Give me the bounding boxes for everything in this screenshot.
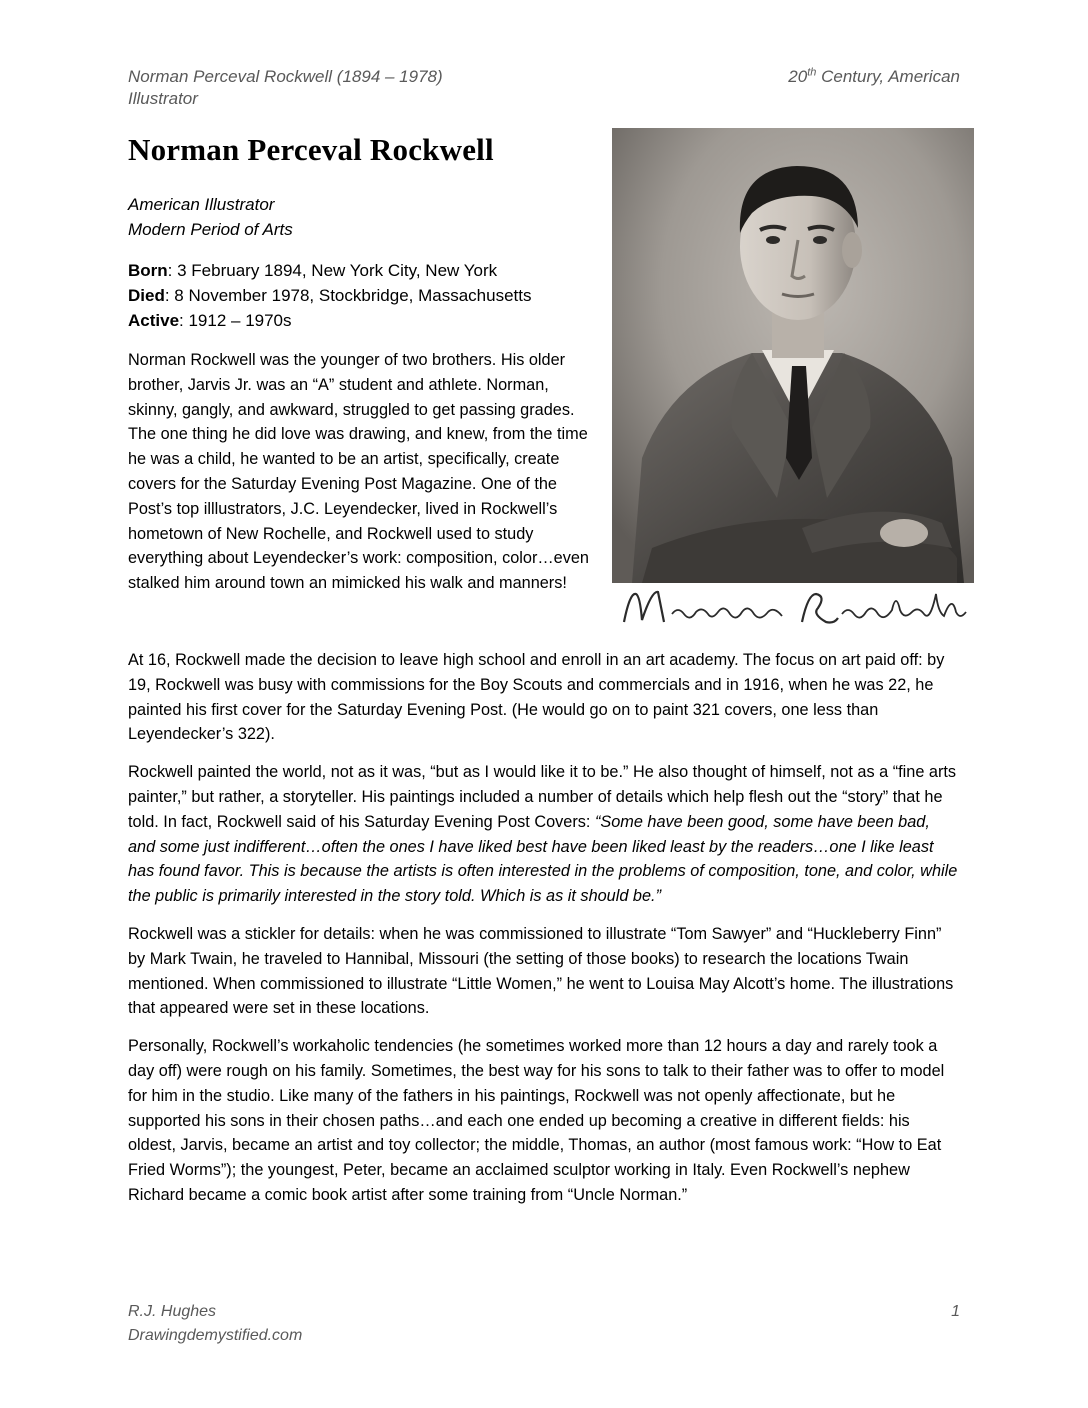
body-text <box>128 648 960 1221</box>
paragraph-art-academy: At 16, Rockwell made the decision to leave high school and enroll in an art academy. The focus on art paid off: by 19, Rockwell was busy with commissions for the Boy Scouts and commercials and in 1916, when he was 22, he painted his first cover for the Saturday Evening Post. (He would go on to paint 321 covers, one less than Leyendecker’s 322). <box>128 651 945 744</box>
signature-image <box>612 582 974 632</box>
header-artist-role: Illustrator <box>128 89 198 108</box>
paragraph-details: Rockwell was a stickler for details: when he was commissioned to illustrate “Tom Sawyer” and “Huckleberry Finn” by Mark Twain, he traveled to Hannibal, Missouri (the setting of those books) to research the locations Twain mentioned. When commissioned to illustrate “Little Women,” he went to Louisa May Alcott’s home. The illustrations that appeared were set in these locations. <box>128 924 954 1018</box>
handwritten-signature <box>612 582 974 632</box>
intro-paragraph: Norman Rockwell was the younger of two brothers. His older brother, Jarvis Jr. was an “A” student and athlete. Norman, skinny, gangly, and awkward, struggled to get passing grades. The one thing he did love was drawing, and knew, from the time he was a child, he wanted to be an artist, specifically, create covers for the Saturday Evening Post Magazine. One of the Post’s top illlustrators, J.C. Leyendecker, lived in Rockwell’s hometown of New Rochelle, and Rockwell used to study everything about Leyendecker’s work: composition, color…even stalked him around town an mimicked his walk and manners! <box>128 351 589 593</box>
footer-author: R.J. Hughes <box>128 1303 217 1320</box>
running-header-left <box>128 66 443 110</box>
paragraph-storyteller <box>128 760 960 909</box>
subtitle-block <box>128 192 293 242</box>
portrait-illustration <box>612 128 974 583</box>
fact-died-label: Died <box>128 286 165 305</box>
subtitle-role: American Illustrator <box>128 195 275 214</box>
fact-active <box>128 308 531 333</box>
fact-born-value: : 3 February 1894, New York City, New York <box>167 261 498 280</box>
fact-born <box>128 258 531 283</box>
header-artist-dates: Norman Perceval Rockwell (1894 – 1978) <box>128 67 443 86</box>
header-century-suffix: th <box>807 66 817 79</box>
paragraph-storyteller-text: Rockwell painted the world, not as it was, “but as I would like it to be.” He also thought of himself, not as a “fine arts painter,” but rather, a storyteller. His paintings included a number of details which help flesh out the “story” that he told. In fact, Rockwell said of his Saturday Evening Post Covers: <box>128 763 957 831</box>
footer-left <box>128 1300 302 1348</box>
fact-died-value: : 8 November 1978, Stockbridge, Massachusetts <box>164 286 532 305</box>
fact-died <box>128 283 531 308</box>
running-header-right <box>788 66 960 88</box>
rockwell-quote: “Some have been good, some have been bad, and some just indifferent…often the ones I have liked best have been liked least by the readers…one I like least has found favor. This is because the artists is often interested in the problems of composition, tone, and color, while the public is primarily interested in the story told. Which is as it should be.” <box>128 812 958 906</box>
subtitle-period: Modern Period of Arts <box>128 220 293 239</box>
page-number: 1 <box>951 1303 960 1320</box>
portrait-photo <box>612 128 974 583</box>
footer-site: Drawingdemystified.com <box>128 1327 303 1344</box>
page-title: Norman Perceval Rockwell <box>128 132 494 167</box>
header-century-number: 20 <box>788 67 808 86</box>
fact-born-label: Born <box>128 261 168 280</box>
biography-facts <box>128 258 531 333</box>
fact-active-value: : 1912 – 1970s <box>179 311 292 330</box>
fact-active-label: Active <box>128 311 180 330</box>
paragraph-family: Personally, Rockwell’s workaholic tendencies (he sometimes worked more than 12 hours a day and rarely took a day off) were rough on his family. Sometimes, the best way for his sons to talk to their father was to offer to model for him in the studio. Like many of the fathers in his paintings, Rockwell was not openly affectionate, but he supported his sons in their chosen paths…and each one ended up becoming a creative in different fields: his oldest, Jarvis, became an artist and toy collector; the middle, Thomas, an author (most famous work: “How to Eat Fried Worms”); the youngest, Peter, became an acclaimed sculptor working in Italy. Even Rockwell’s nephew Richard became a comic book artist after some training from “Uncle Norman.” <box>128 1037 945 1204</box>
header-century-label: Century, American <box>816 67 960 86</box>
